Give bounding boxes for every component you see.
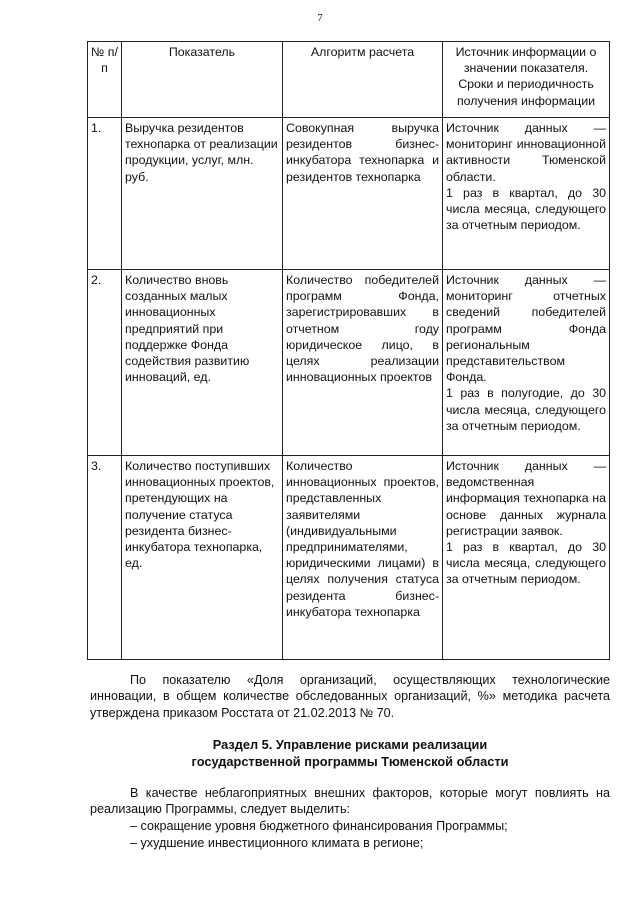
row-indicator: Количество вновь созданных малых инновационных предприятий при поддержке Фонда содействия развитию инноваций, ед.	[122, 270, 283, 456]
row-source-cell	[443, 118, 610, 270]
risks-intro: В качестве неблагоприятных внешних факторов, которые могут повлиять на реализацию Программы, следует выделить:	[90, 786, 610, 817]
table-row	[88, 456, 610, 660]
row-period: 1 раз в квартал, до 30 числа месяца, следующего за отчетным периодом.	[446, 540, 606, 587]
page-number: 7	[317, 12, 323, 24]
row-number: 3.	[88, 456, 122, 660]
header-algorithm: Алгоритм расчета	[283, 42, 443, 118]
list-item: – сокращение уровня бюджетного финансирования Программы;	[130, 819, 508, 833]
row-source: Источник данных — мониторинг инновационной активности Тюменской области.	[446, 121, 606, 184]
list-item: – ухудшение инвестиционного климата в регионе;	[130, 835, 424, 850]
section-title-line2: государственной программы Тюменской области	[191, 753, 509, 769]
header-source: Источник информации о значении показателя. Сроки и периодичность получения информации	[443, 42, 610, 118]
row-algorithm: Количество победителей программ Фонда, зарегистрировавших в отчетном году юридическое лицо, в целях реализации инновационных проектов	[283, 270, 443, 456]
row-algorithm: Совокупная выручка резидентов бизнес-инкубатора технопарка и резидентов технопарка	[283, 118, 443, 270]
table-row	[88, 118, 610, 270]
risk-list	[130, 818, 610, 851]
header-number: № п/п	[88, 42, 122, 118]
section-title	[90, 737, 610, 770]
row-source-cell	[443, 270, 610, 456]
table-row	[88, 270, 610, 456]
row-source-cell	[443, 456, 610, 660]
row-indicator: Выручка резидентов технопарка от реализации продукции, услуг, млн. руб.	[122, 118, 283, 270]
indicators-table	[87, 41, 610, 660]
header-indicator: Показатель	[122, 42, 283, 118]
note-paragraph: По показателю «Доля организаций, осуществляющих технологические инновации, в общем количестве обследованных организаций, %» методика расчета утверждена приказом Росстата от 21.02.2013 № 70.	[90, 673, 610, 720]
row-source: Источник данных — мониторинг отчетных сведений победителей программ Фонда региональным представительством Фонда.	[446, 273, 606, 385]
row-number: 1.	[88, 118, 122, 270]
row-period: 1 раз в квартал, до 30 числа месяца, следующего за отчетным периодом.	[446, 185, 606, 233]
row-source: Источник данных — ведомственная информация технопарка на основе данных журнала регистрации заявок.	[446, 459, 606, 538]
row-period: 1 раз в полугодие, до 30 числа месяца, следующего за отчетным периодом.	[446, 386, 606, 433]
table-header-row	[88, 42, 610, 118]
row-algorithm: Количество инновационных проектов, представленных заявителями (индивидуальными предпринимателями, юридическими лицами) в целях получения статуса резидента бизнес-инкубатора технопарка	[283, 456, 443, 660]
row-indicator: Количество поступивших инновационных проектов, претендующих на получение статуса резидента бизнес-инкубатора технопарка, ед.	[122, 456, 283, 660]
row-number: 2.	[88, 270, 122, 456]
section-title-line1: Раздел 5. Управление рисками реализации	[212, 737, 488, 752]
